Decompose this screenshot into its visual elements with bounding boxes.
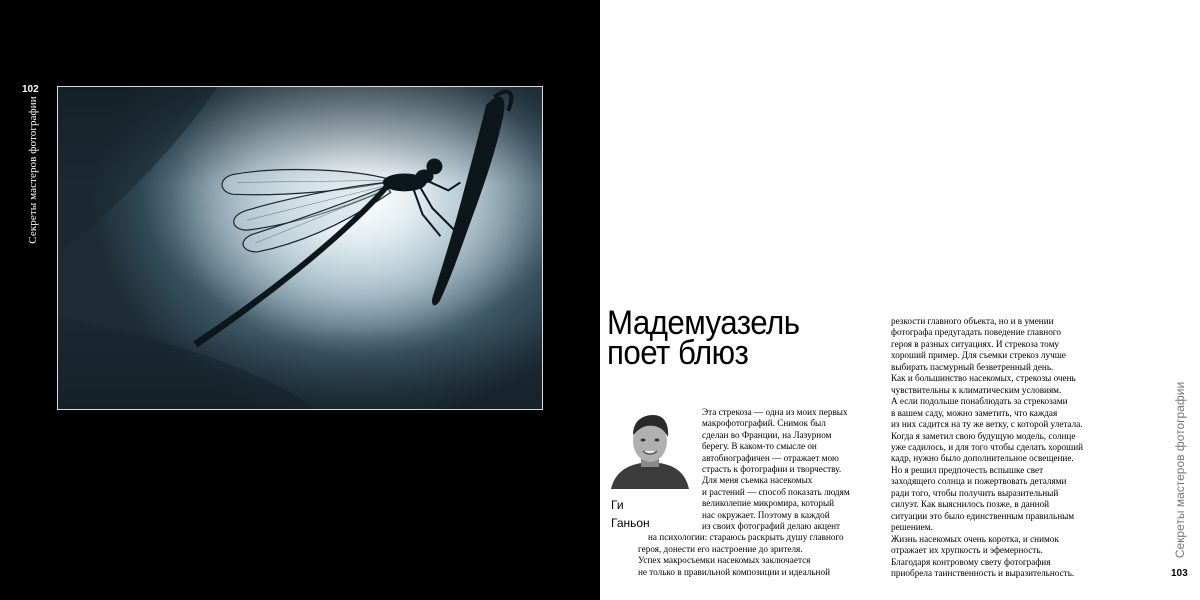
text-line: хороший пример. Для съемки стрекоз лучше — [891, 350, 1066, 361]
text-line: из своих фотографий делаю акцент — [702, 521, 841, 532]
text-line: Для меня съемка насекомых — [702, 475, 813, 486]
article-headline — [607, 304, 800, 372]
page-number-left: 102 — [22, 84, 39, 95]
headline-line: Мадемуазель — [607, 304, 800, 342]
text-line: Как и большинство насекомых, стрекозы очень — [891, 373, 1076, 384]
text-line: в вашем саду, можно заметить, что каждая — [891, 407, 1058, 418]
text-line: заходящего солнца и пожертвовать деталями — [891, 476, 1067, 487]
text-line: резкости главного объекта, но и в умении — [891, 316, 1054, 326]
text-line: страсть к фотографии и творчеству. — [702, 464, 842, 475]
text-line: сделан во Франции, на Лазурном — [702, 429, 832, 440]
text-line: макрофотографий. Снимок был — [702, 418, 826, 429]
text-line: кадр, нужно было дополнительное освещение. — [891, 453, 1074, 464]
text-line: на психологии: стараюсь раскрыть душу главного — [648, 532, 844, 543]
text-line: Благодаря контровому свету фотография — [891, 556, 1051, 567]
text-line: и растений — способ показать людям — [702, 486, 850, 497]
text-line: героя в разных ситуациях. И стрекоза тому — [891, 338, 1059, 349]
text-line: ситуации это было единственным правильным — [891, 510, 1075, 521]
text-line: берегу. В каком-то смысле он — [702, 441, 817, 452]
text-line: фотографа предугадать поведение главного — [891, 327, 1061, 338]
dragonfly-silhouette — [58, 87, 542, 409]
author-first-name: Ги — [611, 498, 624, 512]
text-line: приобрела таинственность и выразительность. — [891, 567, 1075, 578]
text-column-1 — [638, 407, 850, 578]
text-line: чувствительны к климатическим условиям. — [891, 384, 1062, 395]
headline-line: поет блюз — [607, 334, 749, 372]
text-line: решением. — [891, 522, 933, 533]
text-line: Когда я заметил свою будущую модель, солнце — [891, 430, 1076, 441]
text-line: Жизнь насекомых очень коротка, и снимок — [891, 533, 1059, 544]
text-line: Эта стрекоза — одна из моих первых — [702, 407, 848, 417]
text-line: героя, донести его настроение до зрителя. — [638, 543, 803, 554]
text-line: уже садилось, и для того чтобы сделать хороший — [891, 441, 1084, 452]
text-line: отражает их хрупкость и эфемерность. — [891, 545, 1043, 556]
running-title-left: Секреты мастеров фотографии — [27, 96, 39, 244]
dragonfly-photo — [57, 86, 543, 410]
text-line: из них садится на ту же ветку, с которой улетала. — [891, 419, 1083, 430]
text-line: А если подольше понаблюдать за стрекозами — [891, 396, 1068, 407]
page-number-right: 103 — [1171, 568, 1188, 579]
text-line: автобиографичен — отражает мою — [702, 452, 839, 463]
text-line: силуэт. Как выяснилось позже, в данной — [891, 499, 1050, 510]
running-title-right: Секреты мастеров фотографии — [1173, 381, 1187, 559]
author-last-name: Ганьон — [611, 516, 650, 530]
author-name — [611, 496, 650, 532]
text-line: выбирать пасмурный безветренный день. — [891, 361, 1054, 372]
text-line: ради того, чтобы получить выразительный — [891, 487, 1059, 498]
right-page — [600, 0, 1200, 600]
text-line: нас окружает. Поэтому в каждой — [702, 509, 830, 520]
text-line: великолепие микромира, который — [702, 498, 835, 509]
text-line: Успех макросъемки насекомых заключается — [638, 555, 811, 566]
text-line: не только в правильной композиции и идеальной — [638, 566, 830, 577]
text-line: Но я решил предпочесть вспышке свет — [891, 464, 1044, 475]
text-column-2 — [891, 316, 1083, 579]
